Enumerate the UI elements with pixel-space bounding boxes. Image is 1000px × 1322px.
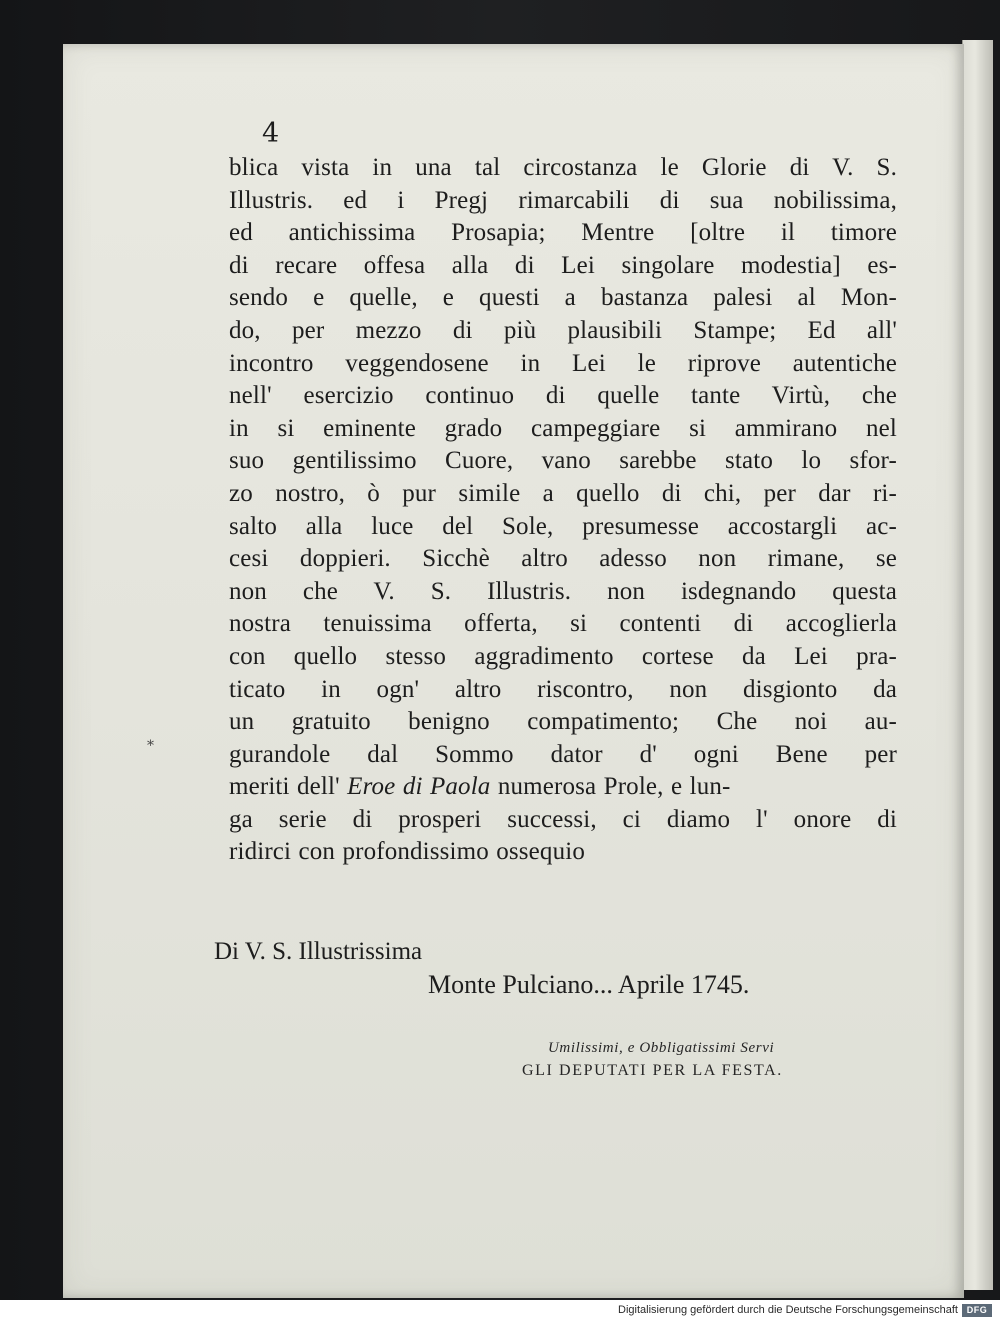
place-date: Monte Pulciano... Aprile 1745. — [428, 970, 750, 999]
page-number: 4 — [262, 118, 280, 149]
text-line: ticato in ogn' altro riscontro, non disgionto da — [229, 675, 897, 703]
text-line: sendo e quelle, e questi a bastanza palesi al Mon- — [229, 284, 897, 312]
text-line: gurandole dal Sommo dator d' ogni Bene per — [229, 740, 897, 768]
text-line: Illustris. ed i Pregj rimarcabili di sua nobilissima, — [229, 186, 897, 214]
footer-credit: Digitalisierung gefördert durch die Deutsche Forschungsgemeinschaft — [618, 1304, 958, 1316]
text-line: incontro veggendosene in Lei le riprove autentiche — [229, 349, 897, 377]
text-line: ga serie di prosperi successi, ci diamo l' onore di — [229, 805, 897, 833]
dfg-logo-icon: DFG — [962, 1304, 992, 1317]
text-line-with-italic — [229, 771, 897, 804]
text-line: non che V. S. Illustris. non isdegnando questa — [229, 577, 897, 605]
text-line: nostra tenuissima offerta, si contenti di accoglierla — [229, 610, 897, 638]
text-line: suo gentilissimo Cuore, vano sarebbe stato lo sfor- — [229, 447, 897, 475]
text-line: ed antichissima Prosapia; Mentre [oltre il timore — [229, 219, 897, 247]
text-line: con quello stesso aggradimento cortese da Lei pra- — [229, 642, 897, 670]
text-line: un gratuito benigno compatimento; Che noi au- — [229, 708, 897, 736]
body-text — [229, 152, 897, 869]
text-line: zo nostro, ò pur simile a quello di chi, per dar ri- — [229, 479, 897, 507]
text-line: blica vista in una tal circostanza le Glorie di V. S. — [229, 154, 897, 181]
signature-italic: Umilissimi, e Obbligatissimi Servi — [548, 1040, 775, 1056]
text-line: salto alla luce del Sole, presumesse accostargli ac- — [229, 512, 897, 540]
text-segment: numerosa Prole, e lun- — [497, 773, 731, 801]
text-line: nell' esercizio continuo di quelle tante Virtù, che — [229, 382, 897, 410]
italic-name: Eroe di Paola — [347, 773, 491, 801]
text-line: ridirci con profondissimo ossequio — [229, 838, 585, 866]
text-segment: meriti dell' — [229, 773, 340, 801]
text-line: do, per mezzo di più plausibili Stampe; Ed all' — [229, 316, 897, 344]
text-line: in si eminente grado campeggiare si ammirano nel — [229, 414, 897, 442]
text-line: cesi doppieri. Sicchè altro adesso non rimane, se — [229, 545, 897, 573]
salutation: Di V. S. Illustrissima — [214, 938, 423, 965]
margin-asterisk: * — [147, 738, 154, 754]
next-page-edge — [962, 40, 993, 1290]
text-line: di recare offesa alla di Lei singolare modestia] es- — [229, 251, 897, 279]
signature-caps: GLI DEPUTATI PER LA FESTA. — [522, 1062, 783, 1079]
